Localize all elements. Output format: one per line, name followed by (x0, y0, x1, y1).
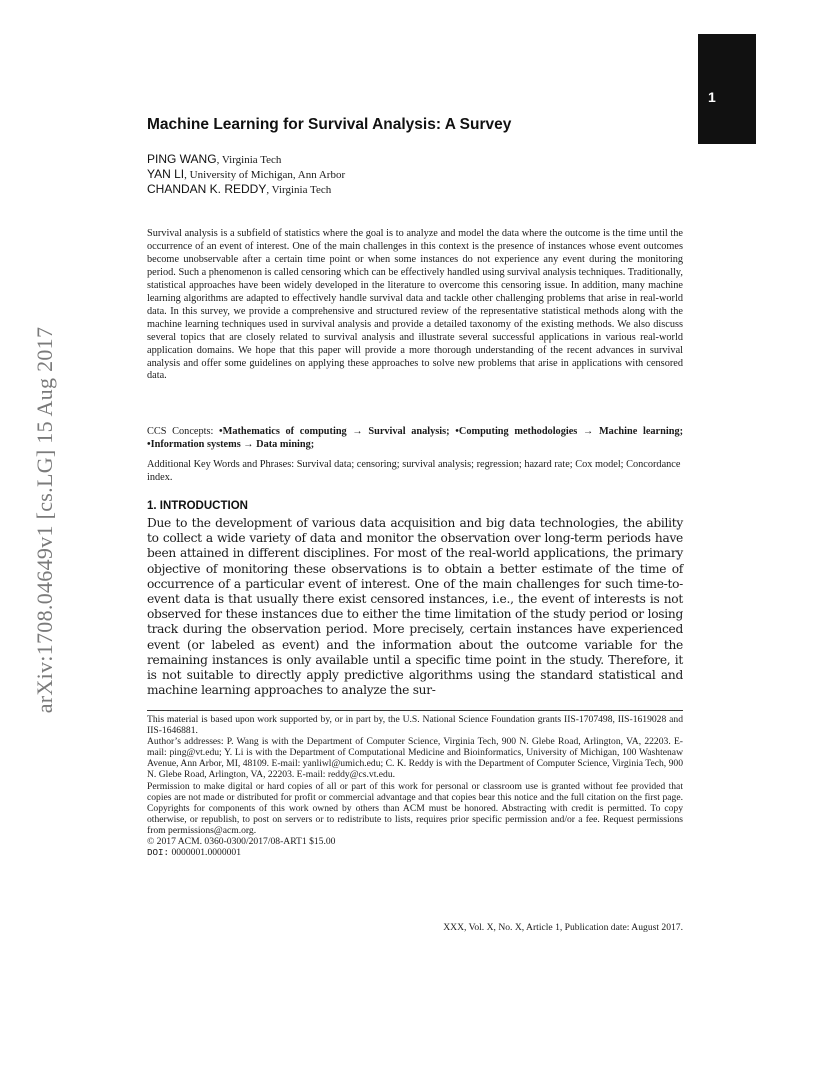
author-affiliation: , University of Michigan, Ann Arbor (184, 169, 346, 181)
ccs-item: •Information systems → Data mining; (147, 439, 315, 450)
author-name: PING WANG (147, 152, 217, 166)
introduction-body: Due to the development of various data acquisition and big data technologies, the ability to collect a wide variety of data and monitor the observation over long-term periods have been attained in different disciplines. For most of the real-world applications, the primary objective of monitoring these observations is to obtain a better estimate of the time of occurrence of a particular event of interest. One of the main challenges for such time-to-event data is that usually there exist censored instances, i.e., the event of interests is not observed for these instances due to either the time limitation of the study period or losing track during the observation period. More precisely, certain instances have experienced event (or labeled as event) and the information about the outcome variable for the remaining instances is only available until a specific time point in the study. Therefore, it is not suitable to directly apply predictive algorithms using the standard statistical and machine learning approaches to analyze the sur- (147, 516, 683, 698)
journal-footer: XXX, Vol. X, No. X, Article 1, Publication date: August 2017. (443, 922, 683, 933)
footnotes (147, 714, 683, 858)
doi-line (147, 847, 683, 858)
permission-notice: Permission to make digital or hard copies of all or part of this work for personal or classroom use is granted without fee provided that copies are not made or distributed for profit or commercial advantage and that copies bear this notice and the full citation on the first page. Copyrights for components of this work owned by others than ACM must be honored. Abstracting with credit is permitted. To copy otherwise, or republish, to post on servers or to redistribute to lists, requires prior specific permission and/or a fee. Request permissions from permissions@acm.org. (147, 780, 683, 836)
arxiv-identifier: arXiv:1708.04649v1 [cs.LG] 15 Aug 2017 (32, 326, 57, 714)
author-name: CHANDAN K. REDDY (147, 182, 267, 196)
paper-title: Machine Learning for Survival Analysis: A Survey (147, 116, 512, 133)
author-affiliation: , Virginia Tech (216, 154, 282, 166)
keywords: Additional Key Words and Phrases: Survival data; censoring; survival analysis; regression; hazard rate; Cox model; Concordance index. (147, 459, 681, 483)
author-entry (147, 180, 345, 195)
footnote-divider (147, 710, 683, 711)
author-list (147, 150, 345, 195)
doi-label: DOI: (147, 847, 170, 859)
copyright-line: © 2017 ACM. 0360-0300/2017/08-ART1 $15.00 (147, 836, 336, 848)
ccs-concepts (147, 425, 683, 451)
section-heading: 1. INTRODUCTION (147, 500, 248, 512)
abstract: Survival analysis is a subfield of statistics where the goal is to analyze and model the data where the outcome is the time until the occurrence of an event of interest. One of the main challenges in this context is the presence of instances whose event outcomes become unobservable after a certain time point or when some instances do not experience any event during the monitoring period. Such a phenomenon is called censoring which can be effectively handled using survival analysis techniques. Traditionally, statistical approaches have been widely developed in the literature to overcome this censoring issue. In addition, many machine learning algorithms are adapted to effectively handle survival data and tackle other challenging problems that arise in real-world data. In this survey, we provide a comprehensive and structured review of the representative statistical methods along with the machine learning techniques used in survival analysis and provide a detailed taxonomy of the existing methods. We also discuss several topics that are closely related to survival analysis and illustrate several successful applications in various real-world application domains. We hope that this paper will provide a more thorough understanding of the recent advances in survival analysis and offer some guidelines on applying these approaches to solve new problems that arise in applications with censored data. (147, 228, 683, 382)
author-addresses: Author’s addresses: P. Wang is with the Department of Computer Science, Virginia Tech, 900 N. Glebe Road, Arlington, VA, 22203. E-mail: ping@vt.edu; Y. Li is with the Department of Computational Medicine and Bioinformatics, University of Michigan, 100 Washtenaw Avenue, Ann Arbor, MI, 48109. E-mail: yanliwl@umich.edu; C. K. Reddy is with the Department of Computer Science, Virginia Tech, 900 N. Glebe Road, Arlington, VA, 22203. E-mail: reddy@cs.vt.edu. (147, 736, 683, 781)
page-number-tab (698, 34, 756, 144)
doi-value: 0000001.0000001 (169, 847, 242, 859)
ccs-item: •Mathematics of computing → Survival analysis; (219, 426, 450, 437)
author-entry (147, 165, 345, 180)
author-entry (147, 150, 345, 165)
author-name: YAN LI (147, 167, 185, 181)
funding-note: This material is based upon work supported by, or in part by, the U.S. National Science Foundation grants IIS-1707498, IIS-1619028 and IIS-1646881. (147, 714, 683, 737)
ccs-item: •Computing methodologies → Machine learning; (455, 426, 684, 437)
page-number: 1 (708, 89, 716, 105)
ccs-label: CCS Concepts: (147, 426, 220, 437)
author-affiliation: , Virginia Tech (266, 184, 332, 196)
